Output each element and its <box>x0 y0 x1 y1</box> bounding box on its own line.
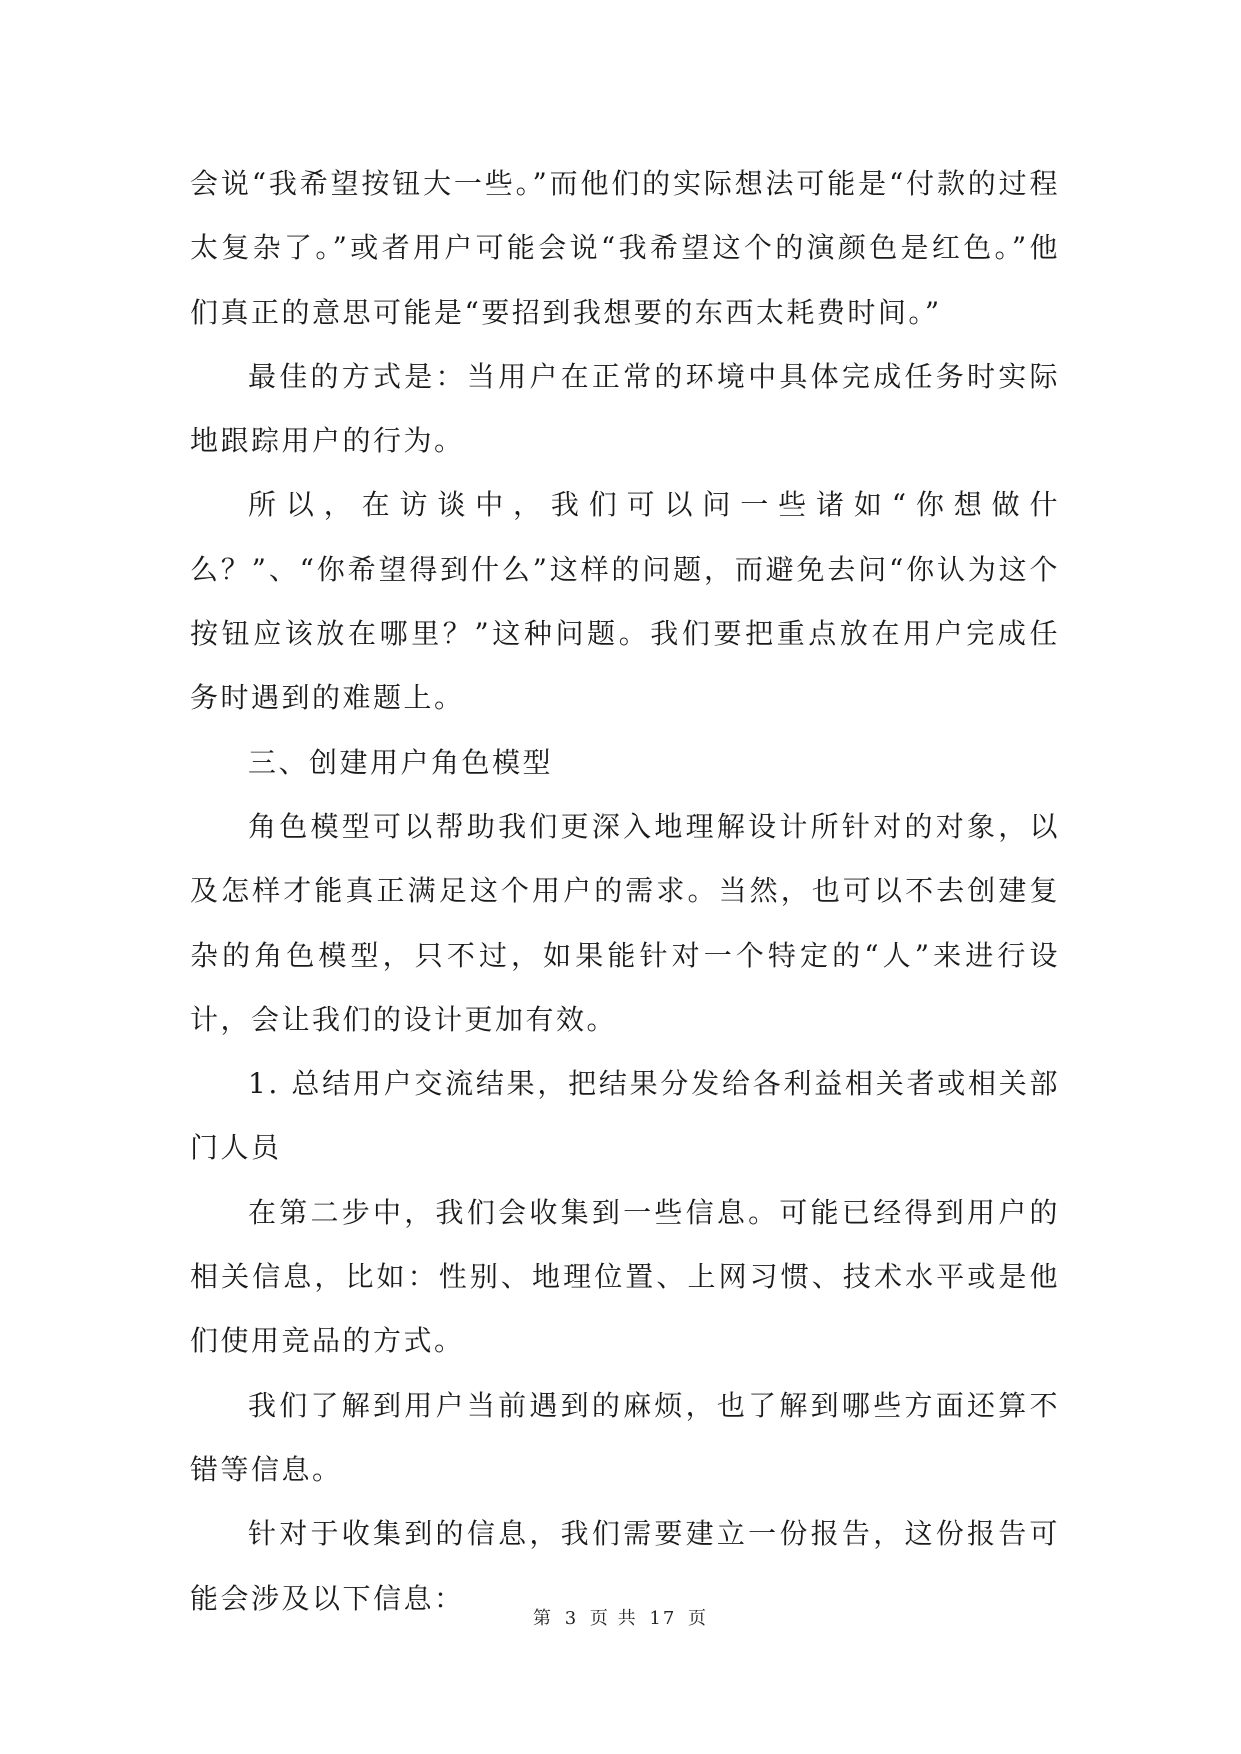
document-body <box>190 152 1060 1631</box>
footer-middle: 页 共 <box>589 1608 638 1629</box>
footer-total-pages: 17 <box>649 1608 677 1629</box>
footer-suffix: 页 <box>688 1608 709 1629</box>
page-footer <box>0 1604 1241 1630</box>
paragraph: 我们了解到用户当前遇到的麻烦，也了解到哪些方面还算不错等信息。 <box>190 1388 1060 1486</box>
section-heading: 三、创建用户角色模型 <box>248 745 554 779</box>
numbered-item: 1. 总结用户交流结果，把结果分发给各利益相关者或相关部门人员 <box>190 1067 1060 1165</box>
paragraph-continuation: 会说“我希望按钮大一些。”而他们的实际想法可能是“付款的过程太复杂了。”或者用户可能会说“我希望这个的演颜色是红色。”他们真正的意思可能是“要招到我想要的东西太耗费时间。” <box>190 167 1060 329</box>
paragraph: 在第二步中，我们会收集到一些信息。可能已经得到用户的相关信息，比如：性别、地理位置、上网习惯、技术水平或是他们使用竞品的方式。 <box>190 1195 1060 1358</box>
footer-prefix: 第 <box>532 1608 553 1629</box>
paragraph: 针对于收集到的信息，我们需要建立一份报告，这份报告可能会涉及以下信息： <box>190 1517 1060 1615</box>
paragraph: 最佳的方式是：当用户在正常的环境中具体完成任务时实际地跟踪用户的行为。 <box>190 359 1060 458</box>
paragraph: 角色模型可以帮助我们更深入地理解设计所针对的对象，以及怎样才能真正满足这个用户的需求。当然，也可以不去创建复杂的角色模型，只不过，如果能针对一个特定的“人”来进行设计，会让我们的设计更加有效。 <box>190 809 1060 1036</box>
paragraph: 所以，在访谈中，我们可以问一些诸如“你想做什么？”、“你希望得到什么”这样的问题，而避免去问“你认为这个按钮应该放在哪里？”这种问题。我们要把重点放在用户完成任务时遇到的难题上。 <box>190 488 1060 715</box>
footer-current-page: 3 <box>564 1608 579 1629</box>
